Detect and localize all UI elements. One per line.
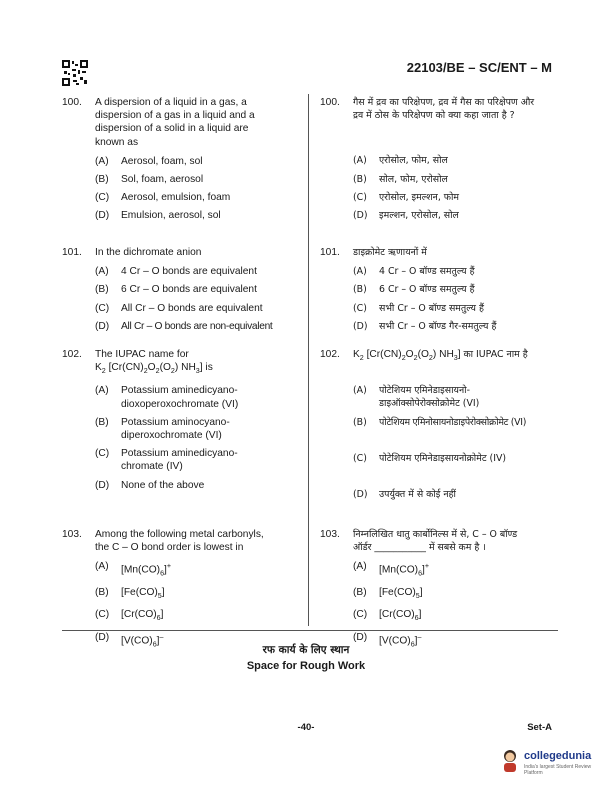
option: (D) $[V(CO)_6]^-$ <box>353 631 422 648</box>
option: (A) Aerosol, foam, sol <box>95 155 203 167</box>
option: (B) पोटेशियम एमिनोसायनोडाइपेरोक्सोक्रोमेट (VI) <box>353 416 527 428</box>
brand-name: collegedunia <box>524 750 592 762</box>
option: (D) उपर्युक्त में से कोई नहीं <box>353 489 456 501</box>
student-avatar-icon <box>500 748 520 772</box>
question-100-en: 100. A dispersion of a liquid in a gas, a dispersion of a gas in a liquid and a dispersion of a solid in a liquid are known as (A) Aerosol, foam, sol (B) Sol, foam, aerosol (C) Aerosol, emulsion, foam (D) Emulsion, aerosol, sol <box>62 96 294 223</box>
option: (B) Potassium aminocyano- diperoxochromate (VI) <box>95 416 230 442</box>
option: (D) Emulsion, aerosol, sol <box>95 210 221 222</box>
option: (C) पोटेशियम एमिनेडाइसायनोक्रोमेट (IV) <box>353 452 507 464</box>
option: (A) एरोसोल, फोम, सोल <box>353 155 448 167</box>
option: (B) 6 Cr – O bonds are equivalent <box>95 284 257 296</box>
option: (B) $[Fe(CO)_5]$ <box>95 587 165 601</box>
qr-code-icon <box>62 60 88 86</box>
option: (C) Aerosol, emulsion, foam <box>95 192 231 204</box>
option: (A) $[Mn(CO)_6]^+$ <box>95 561 172 578</box>
option: (D) सभी Cr – O बॉण्ड गैर-समतुल्य हैं <box>353 320 497 332</box>
option: (A) Potassium aminedicyano- dioxoperoxochromate (VI) <box>95 385 239 410</box>
paper-code: 22103/BE – SC/ENT – M <box>406 60 552 75</box>
column-divider <box>308 94 309 626</box>
set-label: Set-A <box>527 722 552 733</box>
option: (D) इमल्शन, एरोसोल, सोल <box>353 210 459 222</box>
option: (D) All Cr – O bonds are non-equivalent <box>95 320 273 332</box>
option: (C) Potassium aminedicyano- chromate (IV) <box>95 448 238 473</box>
brand-tagline: India's largest Student Review Platform <box>524 764 592 776</box>
option: (A) 4 Cr – O बॉण्ड समतुल्य हैं <box>353 266 475 278</box>
question-103-hi: 103. निम्नलिखित धातु कार्बोनिल्स में से, C – O बॉण्ड ऑर्डर ___________ में सबसे कम है । (A) $[Mn(CO)_6]^+$ (B) $[Fe(CO)_5]$ (C) $[Cr(CO)_6]$ (D) $[V(CO)_6]^-$ <box>320 528 558 651</box>
option: (A) पोटेशियम एमिनेडाइसायनो- डाइऑक्सोपेरोक्सोक्रोमेट (VI) <box>353 385 480 410</box>
page-number: -40- <box>297 722 315 733</box>
option: (C) $[Cr(CO)_6]$ <box>353 609 422 623</box>
option: (B) 6 Cr – O बॉण्ड समतुल्य हैं <box>353 284 475 296</box>
option: (C) $[Cr(CO)_6]$ <box>95 609 164 623</box>
option: (A) $[Mn(CO)_6]^+$ <box>353 561 430 578</box>
option: (C) सभी Cr – O बॉण्ड समतुल्य हैं <box>353 302 484 314</box>
collegedunia-logo <box>500 748 600 776</box>
option: (C) एरोसोल, इमल्शन, फोम <box>353 191 460 203</box>
question-102-en: 102. The IUPAC name for $K_2$ [$Cr(CN)_2O_2(O_2)$ $NH_3$] is (A) Potassium aminedicyano- dioxoperoxochromate (VI) (B) Potassium aminocyano- diperoxochromate (VI) (C) Potassium aminedicyano- chromate (IV) (D) None of the above <box>62 348 294 492</box>
question-102-hi: 102. $K_2$ [$Cr(CN)_2O_2(O_2)$ $NH_3$] का IUPAC नाम है (A) पोटेशियम एमिनेडाइसायनो- डाइऑक्सोपेरोक्सोक्रोमेट (VI) (B) पोटेशियम एमिनोसायनोडाइपेरोक्सोक्रोमेट (VI) (C) पोटेशियम एमिनेडाइसायनोक्रोमेट (IV) (D) उपर्युक्त में से कोई नहीं <box>320 348 558 501</box>
rough-work-heading: Space for Rough Work <box>246 660 366 672</box>
option: (B) $[Fe(CO)_5]$ <box>353 587 423 601</box>
option: (D) $[V(CO)_6]^-$ <box>95 631 164 648</box>
footer-divider <box>62 630 558 631</box>
option: (D) None of the above <box>95 479 205 491</box>
question-103-en: 103. Among the following metal carbonyls, the C – O bond order is lowest in (A) $[Mn(CO)_6]^+$ (B) $[Fe(CO)_5]$ (C) $[Cr(CO)_6]$ (D) $[V(CO)_6]^-$ <box>62 528 294 651</box>
option: (B) Sol, foam, aerosol <box>95 174 204 186</box>
option: (A) 4 Cr – O bonds are equivalent <box>95 266 257 278</box>
question-100-hi: 100. गैस में द्रव का परिक्षेपण, द्रव में गैस का परिक्षेपण और द्रव में ठोस के परिक्षेपण को क्या कहा जाता है ? (A) एरोसोल, फोम, सोल (B) सोल, फोम, एरोसोल (C) एरोसोल, इमल्शन, फोम (D) इमल्शन, एरोसोल, सोल <box>320 96 558 222</box>
complex-formula: $K_2$ [$Cr(CN)_2O_2(O_2)$ $NH_3$] is <box>95 362 213 376</box>
option: (B) सोल, फोम, एरोसोल <box>353 173 448 185</box>
question-101-hi: 101. डाइक्रोमेट ऋणायनों में (A) 4 Cr – O बॉण्ड समतुल्य हैं (B) 6 Cr – O बॉण्ड समतुल्य हैं (C) सभी Cr – O बॉण्ड समतुल्य हैं (D) सभी Cr – O बॉण्ड गैर-समतुल्य हैं <box>320 246 558 333</box>
option: (C) All Cr – O bonds are equivalent <box>95 302 263 314</box>
question-101-en: 101. In the dichromate anion (A) 4 Cr – O bonds are equivalent (B) 6 Cr – O bonds are equivalent (C) All Cr – O bonds are equivalent (D) All Cr – O bonds are non-equivalent <box>62 246 294 333</box>
rough-work-heading-hindi: रफ कार्य के लिए स्थान <box>262 644 350 656</box>
